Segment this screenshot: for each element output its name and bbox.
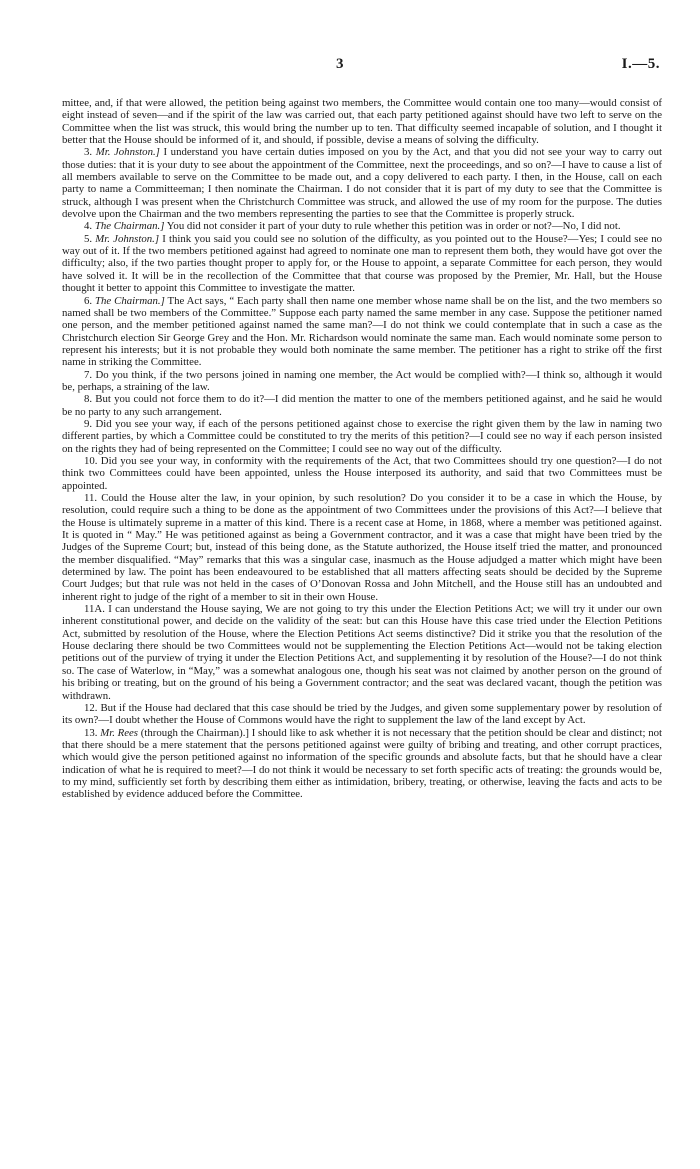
page-number: 3 xyxy=(336,56,344,72)
question-paragraph xyxy=(62,295,662,369)
speaker-name: Mr. Rees xyxy=(100,726,139,739)
question-number: 8. xyxy=(84,393,93,406)
paragraph-continuation xyxy=(62,97,662,146)
paragraph-text: You did not consider it part of your duty to rule whether this petition was in order or not?—No, I did not. xyxy=(166,220,621,233)
question-paragraph xyxy=(62,369,662,394)
question-number: 7. xyxy=(84,368,93,381)
document-body xyxy=(62,97,662,801)
paragraph-text: But you could not force them to do it?—I did mention the matter to one of the members petitioned against, and he said he would be no party to any such arrangement. xyxy=(62,393,662,418)
question-number: 12. xyxy=(84,701,98,714)
question-paragraph xyxy=(62,603,662,702)
speaker-name: Mr. Johnston.] xyxy=(95,232,160,245)
paragraph-text: But if the House had declared that this case should be tried by the Judges, and given some supplementary power by resolution of its own?—I doubt whether the House of Commons would have the right to supplement the law of the land except by Act. xyxy=(62,701,662,727)
question-number: 9. xyxy=(84,417,93,430)
paragraph-text: Do you think, if the two persons joined in naming one member, the Act would be complied with?—I think so, although it would be, perhaps, a straining of the law. xyxy=(62,368,662,393)
paragraph-text: I think you said you could see no solution of the difficulty, as you pointed out to the House?—Yes; I could see no way out of it. If the two members petitioned against had agreed to nominate one man to represent them both, they would have got over the difficulty; also, if the two parties thought proper to apply for, or the House to appoint, a separate Committee for each person, they would have solved it. It will be in the recollection of the Committee that that course was proposed by the Premier, Mr. Hall, but the House thought it better to appoint this Committee to investigate the matter. xyxy=(62,232,663,295)
paragraph-text: Could the House alter the law, in your opinion, by such resolution? Do you consider it to be a case in which the House, by resolution, could require such a thing to be done as the appointment of two Committees under the provisions of this Act?—I believe that the House is ultimately supreme in a matter of this kind. There is a recent case at Home, in 1868, where a member was petitioned against. It is quoted in “ May.” He was petitioned against as being a Government contractor, and it was a case that might have been tried by the Judges of the Supreme Court; but, instead of this being done, as the Statute authorized, the House itself tried the matter, and pronounced the member disqualified. “May” remarks that this was a singular case, inasmuch as the House adjudged a matter which might have been determined by law. The point has been endeavoured to be established that all matters affecting seats should be decided by the Supreme Court Judges; but that rule was not held in the cases of O’Donovan Rossa and John Mitchell, and the House still has an undoubted and inherent right to judge of the right of a member to sit in their own House. xyxy=(62,492,662,603)
page-header xyxy=(0,56,700,76)
paragraph-text: I can understand the House saying, We are not going to try this under the Election Petitions Act; we will try it under our own inherent constitutional power, and decide on the validity of the seat: but can this House have this case tried under the Election Petitions Act, submitted by resolution of the House, where the Election Petitions Act seems distinctive? Did it strike you that the resolution of the House declaring there should be two Committees would not be supplementing the Election Petitions Act—would not be taking election petitions out of the purview of trying it under the Election Petitions Act, and supplementing it by resolution of the House?—I do not think so. The case of Waterlow, in “May,” was a somewhat analogous one, though his seat was not claimed by another person on the ground of his bribing or treating, but on the ground of his being a Government contractor; and the seat was declared vacant, though the petition was withdrawn. xyxy=(62,603,662,702)
question-paragraph xyxy=(62,418,662,455)
question-paragraph xyxy=(62,146,662,220)
document-reference: I.—5. xyxy=(621,56,660,72)
speaker-name: The Chairman.] xyxy=(94,220,165,233)
question-number: 11A. xyxy=(84,603,105,616)
question-number: 5. xyxy=(84,232,93,245)
question-paragraph xyxy=(62,727,662,801)
question-number: 3. xyxy=(84,146,93,159)
paragraph-text: Did you see your way, if each of the persons petitioned against chose to exercise the right given them by the law in naming two different parties, by which a Committee could be constituted to try the merits of this petition?—I could see no way if each person insisted on the rights they had of being represented on the Committee; I could see no way out of the difficulty. xyxy=(62,417,663,455)
question-paragraph xyxy=(62,233,662,295)
paragraph-text: I understand you have certain duties imposed on you by the Act, and that you did not see your way to carry out those duties: that it is your duty to see about the appointment of the Committee, next the proceedings, and so on?—I have to cause a list of all members available to serve on the Committee to be made out, and a copy delivered to each party. I then, in the House, call on each party to name a Committeeman; I then nominate the Chairman. I do not consider that it is part of my duty to see that the Committee is struck, although I was present when the Christchurch Committee was struck, and allowed the use of my room for the purpose. The duties devolve upon the Chairman and the two members representing the parties to see that the Committee is properly struck. xyxy=(62,146,662,221)
paragraph-text: The Act says, “ Each party shall then name one member whose name shall be on the list, and the two members so named shall be two members of the Committee.” Suppose each party named the same member in any case. Suppose the petitioner named one person, and the member petitioned against named the same man?—I do not think we could contemplate that in such a case as the Christchurch election Sir George Grey and the Hon. Mr. Richardson would nominate the same man. Each would nominate some person to represent his interests; but it is not probable they would both nominate the same member. The petitioner has a right to strike off the first name in striking the Committee. xyxy=(62,294,662,369)
speaker-name: Mr. Johnston.] xyxy=(95,146,160,159)
speaker-name: The Chairman.] xyxy=(95,294,165,307)
paragraph-text: Did you see your way, in conformity with the requirements of the Act, that two Committees should try one question?—I do not think two Committees could have been appointed, unless the House interposed its authority, and said that two Committees must be appointed. xyxy=(62,454,662,492)
question-paragraph xyxy=(62,393,662,418)
question-number: 4. xyxy=(84,220,93,233)
question-number: 11. xyxy=(84,492,98,504)
question-paragraph xyxy=(62,492,662,603)
question-paragraph xyxy=(62,702,662,727)
question-number: 6. xyxy=(84,294,93,307)
question-paragraph xyxy=(62,455,662,492)
paragraph-text: (through the Chairman).] I should like to ask whether it is not necessary that the petition should be clear and distinct; not that there should be a mere statement that the persons petitioned against were guilty of bribing and treating, and other corrupt practices, which would give the person petitioned against no information of the specific grounds and absolute facts, but that he should have a clear indication of what he is required to meet?—I do not think it would be necessary to set forth specific acts of treating: the grounds would be, to my mind, sufficiently set forth by describing them either as intimidation, bribery, treating, or otherwise, leaving the facts and acts to be established by evidence adduced before the Committee. xyxy=(62,726,663,801)
paragraph-text: mittee, and, if that were allowed, the petition being against two members, the Committee would contain one too many—would consist of eight instead of seven—and if the spirit of the law was carried out, that each party petitioned against should have two left to serve on the Committee when the list was struck, this would bring the number up to ten. That difficulty seemed incapable of solution, and I thought it better that the House should be informed of it, and should, if possible, devise a means of solving the difficulty. xyxy=(62,97,662,147)
question-paragraph xyxy=(62,220,662,232)
question-number: 13. xyxy=(84,726,98,739)
question-number: 10. xyxy=(84,454,98,467)
